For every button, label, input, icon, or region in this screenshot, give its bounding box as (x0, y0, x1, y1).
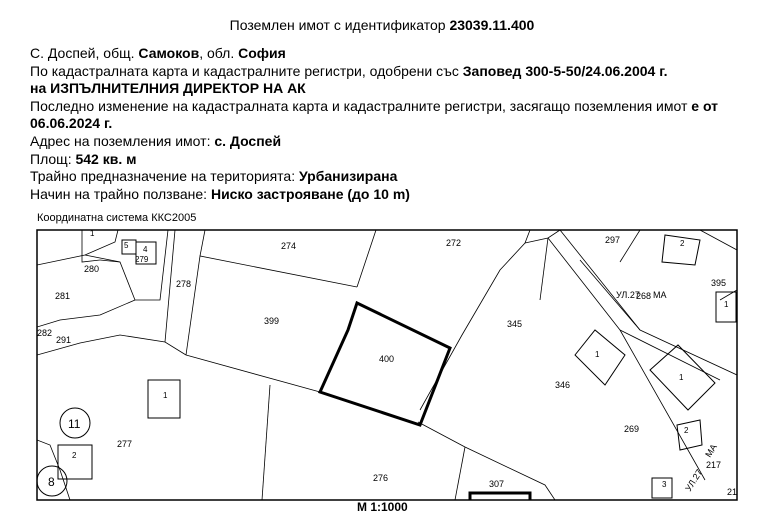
parcel-label: 281 (55, 291, 71, 301)
address-value: с. Доспей (214, 132, 282, 149)
building-label: 2 (680, 239, 685, 248)
street-label: УЛ.27 (683, 467, 705, 494)
parcel-label: 345 (507, 319, 523, 329)
parcel-label: 297 (605, 235, 621, 245)
purpose-label: Трайно предназначение на територията: (30, 168, 296, 185)
building-label: 1 (595, 350, 600, 359)
building-label: 1 (724, 300, 729, 309)
building-label: 3 (662, 480, 667, 489)
parcel-boundaries (37, 230, 737, 500)
parcel-label: 217 (706, 460, 722, 470)
parcel-label: 276 (373, 473, 389, 483)
parcel-label: 269 (624, 424, 640, 434)
approval-authority: на ИЗПЪЛНИТЕЛНИЯ ДИРЕКТОР НА АК (30, 80, 306, 97)
parcel-label: 21 (727, 487, 738, 497)
last-change-text: Последно изменение на кадастралната карта и кадастралните регистри, засягащо поземления имот (30, 97, 688, 114)
parcel-label: 280 (84, 264, 100, 274)
map-sheet-number: 8 (48, 475, 55, 489)
building-label: 1 (163, 391, 168, 400)
parcel-label: 395 (711, 278, 727, 288)
parcel-identifier: 23039.11.400 (449, 17, 535, 33)
street-label: МА (703, 442, 719, 460)
building-label: 1 (679, 373, 684, 382)
parcel-label: 274 (281, 241, 297, 251)
parcel-label: 291 (56, 335, 72, 345)
parcel-label: 278 (176, 279, 192, 289)
region-label: обл. (206, 45, 235, 61)
buildings (58, 235, 736, 498)
parcel-labels (37, 235, 737, 497)
building-label: 2 (684, 426, 689, 435)
street-label: МА (653, 290, 667, 300)
title-prefix: Поземлен имот с идентификатор (229, 17, 446, 33)
street-label: 268 (636, 291, 652, 301)
parcel-label: 399 (264, 316, 280, 326)
municipality-label: общ. (103, 45, 135, 61)
approval-order: Заповед 300-5-50/24.06.2004 г. (462, 62, 668, 79)
municipality: Самоков (138, 45, 200, 61)
parcel-label: 272 (446, 238, 462, 248)
last-change-date: е от 06.06.2024 г. (30, 97, 719, 132)
area-label: Площ: (30, 150, 72, 167)
area-value: 542 кв. м (75, 150, 137, 167)
address-label: Адрес на поземления имот: (30, 132, 211, 149)
street-label: УЛ.27 (616, 290, 640, 300)
parcel-label-subject: 400 (379, 354, 395, 364)
building-label: 2 (72, 451, 77, 460)
building-label: 1 (90, 229, 95, 238)
usage-label: Начин на трайно ползване: (30, 185, 208, 202)
map-sheet-number: 11 (68, 417, 81, 431)
map-frame (37, 230, 737, 500)
parcel-label: 346 (555, 380, 571, 390)
building-label: 279 (135, 255, 149, 264)
village: С. Доспей (30, 45, 96, 61)
coordinate-system: Координатна система ККС2005 (37, 212, 197, 224)
purpose-value: Урбанизирана (298, 168, 398, 185)
subject-parcel-400 (320, 303, 450, 425)
parcel-307-outline (470, 493, 530, 500)
building-label: 4 (143, 245, 148, 254)
approval-text: По кадастралната карта и кадастралните регистри, одобрени със (30, 62, 459, 79)
parcel-label: 282 (37, 328, 53, 338)
location-line: С. Доспей, общ. Самоков, обл. София (30, 45, 286, 61)
region: София (238, 45, 286, 61)
usage-value: Ниско застрояване (до 10 m) (210, 185, 410, 202)
map-scale: М 1:1000 (357, 500, 408, 514)
parcel-label: 307 (489, 479, 505, 489)
building-labels (72, 229, 729, 489)
building-label: 5 (124, 241, 129, 250)
parcel-label: 277 (117, 439, 133, 449)
